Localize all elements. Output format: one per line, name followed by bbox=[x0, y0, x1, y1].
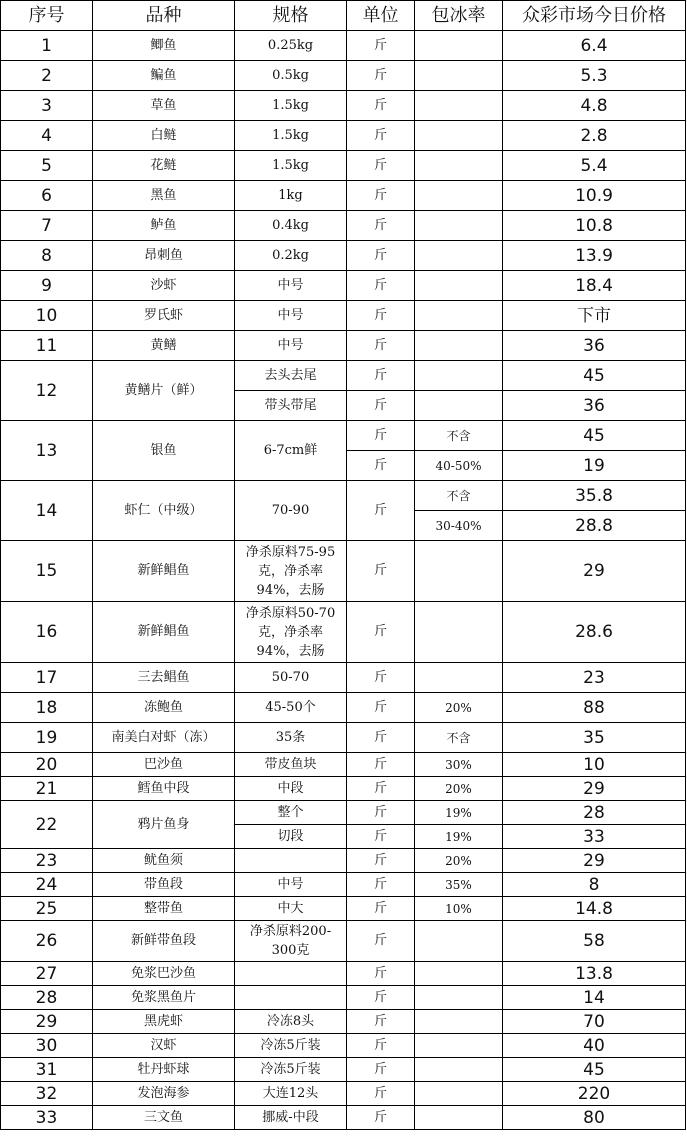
row-unit: 斤 bbox=[347, 1082, 415, 1106]
row-name: 昂刺鱼 bbox=[93, 241, 235, 271]
row-name: 冻鲍鱼 bbox=[93, 693, 235, 723]
row-no: 21 bbox=[1, 777, 93, 801]
row-no: 29 bbox=[1, 1010, 93, 1034]
row-price: 220 bbox=[503, 1082, 686, 1106]
row-unit: 斤 bbox=[347, 602, 415, 663]
row-name: 免浆黑鱼片 bbox=[93, 986, 235, 1010]
row-ice bbox=[415, 663, 503, 693]
row-no: 13 bbox=[1, 421, 93, 481]
row-name: 鳊鱼 bbox=[93, 61, 235, 91]
row-no: 28 bbox=[1, 986, 93, 1010]
header-no: 序号 bbox=[1, 1, 93, 31]
table-row bbox=[1, 541, 686, 602]
row-no: 3 bbox=[1, 91, 93, 121]
row-unit: 斤 bbox=[347, 451, 415, 481]
row-name: 牡丹虾球 bbox=[93, 1058, 235, 1082]
row-price: 45 bbox=[503, 1058, 686, 1082]
row-no: 10 bbox=[1, 301, 93, 331]
row-unit: 斤 bbox=[347, 723, 415, 753]
row-price: 29 bbox=[503, 849, 686, 873]
row-spec: 挪威-中段 bbox=[235, 1106, 347, 1130]
row-spec: 带头带尾 bbox=[235, 391, 347, 421]
row-ice bbox=[415, 541, 503, 602]
row-unit: 斤 bbox=[347, 825, 415, 849]
row-spec: 中号 bbox=[235, 301, 347, 331]
header-spec: 规格 bbox=[235, 1, 347, 31]
row-price: 18.4 bbox=[503, 271, 686, 301]
row-spec: 0.25kg bbox=[235, 31, 347, 61]
row-unit: 斤 bbox=[347, 962, 415, 986]
row-name: 新鲜带鱼段 bbox=[93, 921, 235, 962]
row-price: 10 bbox=[503, 753, 686, 777]
table-row bbox=[1, 693, 686, 723]
row-unit: 斤 bbox=[347, 421, 415, 451]
row-name: 汉虾 bbox=[93, 1034, 235, 1058]
table-body bbox=[1, 31, 686, 1130]
row-no: 25 bbox=[1, 897, 93, 921]
row-price: 45 bbox=[503, 421, 686, 451]
row-unit: 斤 bbox=[347, 271, 415, 301]
row-price: 58 bbox=[503, 921, 686, 962]
row-unit: 斤 bbox=[347, 151, 415, 181]
row-name: 虾仁（中级） bbox=[93, 481, 235, 541]
row-name: 鸦片鱼身 bbox=[93, 801, 235, 849]
table-row bbox=[1, 921, 686, 962]
row-name: 花鲢 bbox=[93, 151, 235, 181]
row-price: 28.6 bbox=[503, 602, 686, 663]
row-unit: 斤 bbox=[347, 481, 415, 541]
row-price: 28.8 bbox=[503, 511, 686, 541]
row-no: 32 bbox=[1, 1082, 93, 1106]
row-no: 15 bbox=[1, 541, 93, 602]
row-name: 发泡海参 bbox=[93, 1082, 235, 1106]
row-name: 银鱼 bbox=[93, 421, 235, 481]
header-ice: 包冰率 bbox=[415, 1, 503, 31]
row-price: 14.8 bbox=[503, 897, 686, 921]
row-ice bbox=[415, 1058, 503, 1082]
row-spec: 6-7cm鲜 bbox=[235, 421, 347, 481]
row-name: 沙虾 bbox=[93, 271, 235, 301]
row-ice: 19% bbox=[415, 801, 503, 825]
table-row bbox=[1, 151, 686, 181]
row-spec bbox=[235, 962, 347, 986]
row-name: 三去鲳鱼 bbox=[93, 663, 235, 693]
row-ice bbox=[415, 301, 503, 331]
table-row bbox=[1, 301, 686, 331]
row-spec: 冷冻5斤装 bbox=[235, 1058, 347, 1082]
row-unit: 斤 bbox=[347, 361, 415, 391]
table-row bbox=[1, 61, 686, 91]
row-price: 28 bbox=[503, 801, 686, 825]
table-row bbox=[1, 602, 686, 663]
row-name: 巴沙鱼 bbox=[93, 753, 235, 777]
row-price: 10.9 bbox=[503, 181, 686, 211]
table-row bbox=[1, 421, 686, 451]
row-name: 鳕鱼中段 bbox=[93, 777, 235, 801]
row-unit: 斤 bbox=[347, 181, 415, 211]
row-spec: 1.5kg bbox=[235, 121, 347, 151]
row-ice: 30-40% bbox=[415, 511, 503, 541]
row-name: 整带鱼 bbox=[93, 897, 235, 921]
table-row bbox=[1, 1082, 686, 1106]
table-row bbox=[1, 31, 686, 61]
row-no: 4 bbox=[1, 121, 93, 151]
row-ice bbox=[415, 241, 503, 271]
table-row bbox=[1, 361, 686, 391]
row-no: 30 bbox=[1, 1034, 93, 1058]
row-no: 24 bbox=[1, 873, 93, 897]
row-ice bbox=[415, 331, 503, 361]
table-row bbox=[1, 777, 686, 801]
row-ice: 不含 bbox=[415, 723, 503, 753]
row-spec: 去头去尾 bbox=[235, 361, 347, 391]
row-name: 鲈鱼 bbox=[93, 211, 235, 241]
row-spec: 0.5kg bbox=[235, 61, 347, 91]
row-price: 2.8 bbox=[503, 121, 686, 151]
table-row bbox=[1, 1058, 686, 1082]
row-spec: 中大 bbox=[235, 897, 347, 921]
row-spec bbox=[235, 986, 347, 1010]
row-price: 40 bbox=[503, 1034, 686, 1058]
row-spec: 0.4kg bbox=[235, 211, 347, 241]
row-ice bbox=[415, 91, 503, 121]
row-unit: 斤 bbox=[347, 921, 415, 962]
row-no: 2 bbox=[1, 61, 93, 91]
row-price: 45 bbox=[503, 361, 686, 391]
row-spec: 切段 bbox=[235, 825, 347, 849]
row-spec: 净杀原料50-70克，净杀率94%，去肠 bbox=[235, 602, 347, 663]
table-row bbox=[1, 481, 686, 511]
table-row bbox=[1, 962, 686, 986]
row-name: 三文鱼 bbox=[93, 1106, 235, 1130]
row-name: 南美白对虾（冻） bbox=[93, 723, 235, 753]
row-ice bbox=[415, 271, 503, 301]
row-name: 黄鳝片（鲜） bbox=[93, 361, 235, 421]
table-row bbox=[1, 241, 686, 271]
row-no: 19 bbox=[1, 723, 93, 753]
row-ice bbox=[415, 962, 503, 986]
row-ice bbox=[415, 1010, 503, 1034]
row-price: 6.4 bbox=[503, 31, 686, 61]
row-price: 5.3 bbox=[503, 61, 686, 91]
row-ice bbox=[415, 1082, 503, 1106]
row-ice bbox=[415, 1034, 503, 1058]
row-price: 29 bbox=[503, 777, 686, 801]
row-price: 33 bbox=[503, 825, 686, 849]
row-spec: 1.5kg bbox=[235, 151, 347, 181]
row-no: 22 bbox=[1, 801, 93, 849]
header-row bbox=[1, 1, 686, 31]
row-spec: 净杀原料75-95克，净杀率94%，去肠 bbox=[235, 541, 347, 602]
row-price: 下市 bbox=[503, 301, 686, 331]
row-unit: 斤 bbox=[347, 777, 415, 801]
row-ice: 30% bbox=[415, 753, 503, 777]
row-no: 18 bbox=[1, 693, 93, 723]
row-unit: 斤 bbox=[347, 1106, 415, 1130]
row-name: 草鱼 bbox=[93, 91, 235, 121]
row-name: 带鱼段 bbox=[93, 873, 235, 897]
row-ice bbox=[415, 361, 503, 391]
row-spec bbox=[235, 849, 347, 873]
row-unit: 斤 bbox=[347, 753, 415, 777]
row-name: 新鲜鲳鱼 bbox=[93, 541, 235, 602]
row-spec: 1.5kg bbox=[235, 91, 347, 121]
row-unit: 斤 bbox=[347, 91, 415, 121]
row-ice: 40-50% bbox=[415, 451, 503, 481]
table-row bbox=[1, 331, 686, 361]
row-no: 5 bbox=[1, 151, 93, 181]
row-price: 13.8 bbox=[503, 962, 686, 986]
row-unit: 斤 bbox=[347, 849, 415, 873]
row-price: 35.8 bbox=[503, 481, 686, 511]
row-spec: 带皮鱼块 bbox=[235, 753, 347, 777]
row-no: 12 bbox=[1, 361, 93, 421]
row-unit: 斤 bbox=[347, 1058, 415, 1082]
row-unit: 斤 bbox=[347, 61, 415, 91]
row-no: 23 bbox=[1, 849, 93, 873]
row-spec: 冷冻8头 bbox=[235, 1010, 347, 1034]
row-ice: 20% bbox=[415, 693, 503, 723]
row-price: 13.9 bbox=[503, 241, 686, 271]
row-ice bbox=[415, 391, 503, 421]
row-price: 5.4 bbox=[503, 151, 686, 181]
row-unit: 斤 bbox=[347, 1010, 415, 1034]
table-row bbox=[1, 1034, 686, 1058]
row-spec: 大连12头 bbox=[235, 1082, 347, 1106]
row-name: 免浆巴沙鱼 bbox=[93, 962, 235, 986]
table-row bbox=[1, 897, 686, 921]
row-unit: 斤 bbox=[347, 873, 415, 897]
row-ice bbox=[415, 921, 503, 962]
row-unit: 斤 bbox=[347, 31, 415, 61]
header-price: 众彩市场今日价格 bbox=[503, 1, 686, 31]
row-no: 16 bbox=[1, 602, 93, 663]
row-price: 19 bbox=[503, 451, 686, 481]
table-row bbox=[1, 271, 686, 301]
table-row bbox=[1, 753, 686, 777]
row-spec: 50-70 bbox=[235, 663, 347, 693]
row-name: 黄鳝 bbox=[93, 331, 235, 361]
row-name: 新鲜鲳鱼 bbox=[93, 602, 235, 663]
row-price: 4.8 bbox=[503, 91, 686, 121]
row-price: 29 bbox=[503, 541, 686, 602]
row-name: 鱿鱼须 bbox=[93, 849, 235, 873]
table-row bbox=[1, 1106, 686, 1130]
row-spec: 中号 bbox=[235, 271, 347, 301]
row-price: 36 bbox=[503, 391, 686, 421]
row-no: 7 bbox=[1, 211, 93, 241]
table-row bbox=[1, 801, 686, 825]
row-spec: 35条 bbox=[235, 723, 347, 753]
row-name: 黑鱼 bbox=[93, 181, 235, 211]
table-row bbox=[1, 873, 686, 897]
row-unit: 斤 bbox=[347, 897, 415, 921]
row-no: 17 bbox=[1, 663, 93, 693]
row-ice bbox=[415, 1106, 503, 1130]
row-spec: 1kg bbox=[235, 181, 347, 211]
row-ice: 20% bbox=[415, 777, 503, 801]
row-unit: 斤 bbox=[347, 541, 415, 602]
row-spec: 70-90 bbox=[235, 481, 347, 541]
header-unit: 单位 bbox=[347, 1, 415, 31]
row-no: 26 bbox=[1, 921, 93, 962]
header-name: 品种 bbox=[93, 1, 235, 31]
row-no: 9 bbox=[1, 271, 93, 301]
row-spec: 冷冻5斤装 bbox=[235, 1034, 347, 1058]
row-unit: 斤 bbox=[347, 331, 415, 361]
row-price: 8 bbox=[503, 873, 686, 897]
row-ice: 35% bbox=[415, 873, 503, 897]
row-no: 6 bbox=[1, 181, 93, 211]
table-row bbox=[1, 849, 686, 873]
row-ice bbox=[415, 31, 503, 61]
row-unit: 斤 bbox=[347, 1034, 415, 1058]
row-spec: 整个 bbox=[235, 801, 347, 825]
row-price: 80 bbox=[503, 1106, 686, 1130]
row-unit: 斤 bbox=[347, 301, 415, 331]
row-ice: 10% bbox=[415, 897, 503, 921]
row-no: 31 bbox=[1, 1058, 93, 1082]
row-spec: 中号 bbox=[235, 331, 347, 361]
table-row bbox=[1, 211, 686, 241]
row-name: 鲫鱼 bbox=[93, 31, 235, 61]
row-price: 88 bbox=[503, 693, 686, 723]
row-no: 27 bbox=[1, 962, 93, 986]
row-no: 8 bbox=[1, 241, 93, 271]
table-row bbox=[1, 1010, 686, 1034]
row-unit: 斤 bbox=[347, 801, 415, 825]
row-no: 20 bbox=[1, 753, 93, 777]
row-unit: 斤 bbox=[347, 693, 415, 723]
table-row bbox=[1, 121, 686, 151]
row-unit: 斤 bbox=[347, 391, 415, 421]
row-ice bbox=[415, 61, 503, 91]
row-ice: 20% bbox=[415, 849, 503, 873]
row-no: 11 bbox=[1, 331, 93, 361]
row-price: 36 bbox=[503, 331, 686, 361]
table-row bbox=[1, 91, 686, 121]
table-row bbox=[1, 723, 686, 753]
table-row bbox=[1, 663, 686, 693]
table-row bbox=[1, 986, 686, 1010]
row-spec: 0.2kg bbox=[235, 241, 347, 271]
row-name: 白鲢 bbox=[93, 121, 235, 151]
row-no: 1 bbox=[1, 31, 93, 61]
row-price: 10.8 bbox=[503, 211, 686, 241]
row-price: 14 bbox=[503, 986, 686, 1010]
row-price: 35 bbox=[503, 723, 686, 753]
row-unit: 斤 bbox=[347, 121, 415, 151]
row-unit: 斤 bbox=[347, 241, 415, 271]
table-row bbox=[1, 181, 686, 211]
row-unit: 斤 bbox=[347, 211, 415, 241]
row-ice bbox=[415, 211, 503, 241]
row-spec: 中号 bbox=[235, 873, 347, 897]
row-name: 罗氏虾 bbox=[93, 301, 235, 331]
row-ice: 不含 bbox=[415, 481, 503, 511]
row-ice bbox=[415, 121, 503, 151]
row-ice: 19% bbox=[415, 825, 503, 849]
row-spec: 中段 bbox=[235, 777, 347, 801]
row-no: 33 bbox=[1, 1106, 93, 1130]
row-spec: 45-50个 bbox=[235, 693, 347, 723]
row-spec: 净杀原料200-300克 bbox=[235, 921, 347, 962]
row-price: 70 bbox=[503, 1010, 686, 1034]
row-ice bbox=[415, 151, 503, 181]
row-name: 黑虎虾 bbox=[93, 1010, 235, 1034]
row-unit: 斤 bbox=[347, 663, 415, 693]
row-price: 23 bbox=[503, 663, 686, 693]
row-unit: 斤 bbox=[347, 986, 415, 1010]
row-no: 14 bbox=[1, 481, 93, 541]
row-ice: 不含 bbox=[415, 421, 503, 451]
row-ice bbox=[415, 602, 503, 663]
row-ice bbox=[415, 181, 503, 211]
row-ice bbox=[415, 986, 503, 1010]
